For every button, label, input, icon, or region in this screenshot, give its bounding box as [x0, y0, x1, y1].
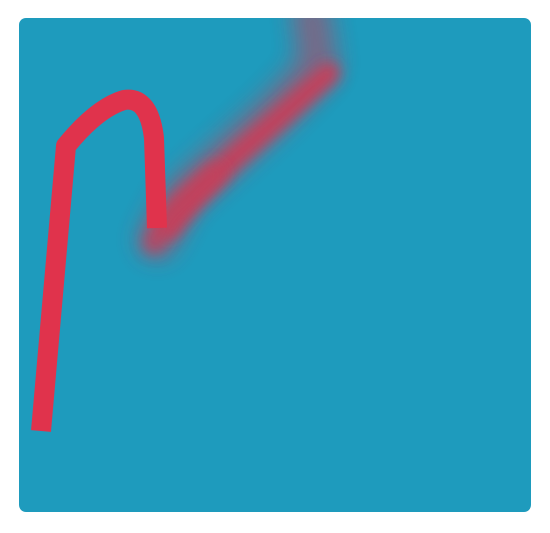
- drawing-canvas[interactable]: [19, 18, 531, 512]
- canvas-surface[interactable]: [19, 18, 531, 512]
